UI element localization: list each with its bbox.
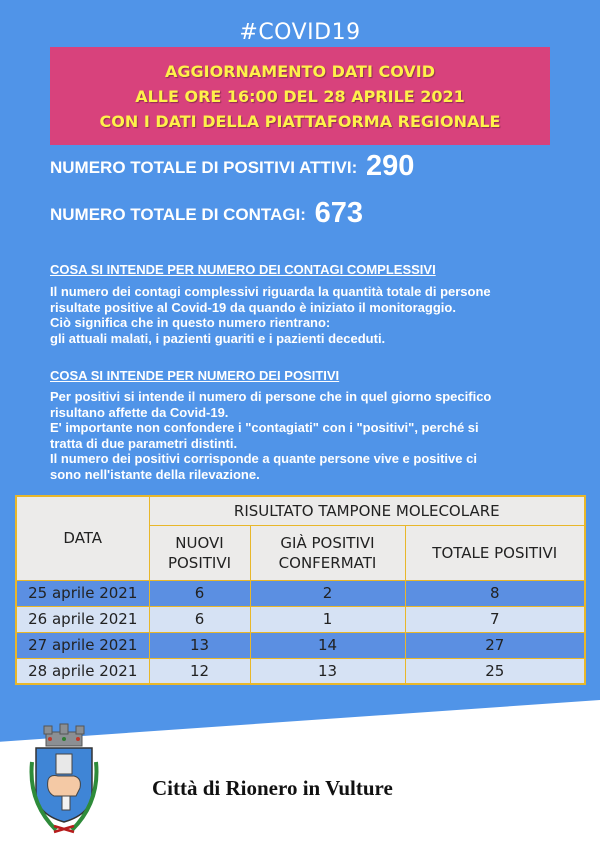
contagi-section-title: COSA SI INTENDE PER NUMERO DEI CONTAGI COMPLESSIVI xyxy=(50,262,436,277)
paragraph-line: tratta di due parametri distinti. xyxy=(50,435,238,451)
cell-gia: 2 xyxy=(250,580,405,606)
header-gia-line2: CONFERMATI xyxy=(278,553,377,572)
cell-gia: 14 xyxy=(250,632,405,658)
contagi-label: NUMERO TOTALE DI CONTAGI: xyxy=(50,205,306,224)
paragraph-line: Il numero dei positivi corrisponde a quante persone vive e positive ci xyxy=(50,451,477,466)
banner-line-3: CON I DATI DELLA PIATTAFORMA REGIONALE xyxy=(99,111,501,131)
paragraph-line: Ciò significa che in questo numero rientrano: xyxy=(50,315,331,330)
positivi-section-body xyxy=(50,389,570,482)
contagi-stat xyxy=(50,197,363,230)
header-gia-line1: GIÀ POSITIVI xyxy=(280,533,375,552)
positivi-value: 290 xyxy=(366,150,415,182)
cell-totale: 7 xyxy=(405,606,585,632)
cell-totale: 27 xyxy=(405,632,585,658)
header-data: DATA xyxy=(16,496,149,580)
header-gia xyxy=(250,525,405,580)
table-row xyxy=(16,606,585,632)
update-banner xyxy=(50,47,550,145)
banner-line-2: ALLE ORE 16:00 DEL 28 APRILE 2021 xyxy=(135,86,465,106)
paragraph-line: Il numero dei contagi complessivi riguarda la quantità totale di persone xyxy=(50,284,491,299)
cell-totale: 8 xyxy=(405,580,585,606)
cell-nuovi: 6 xyxy=(149,606,250,632)
paragraph-line: Per positivi si intende il numero di persone che in quel giorno specifico xyxy=(50,389,492,404)
cell-nuovi: 13 xyxy=(149,632,250,658)
positivi-section-title: COSA SI INTENDE PER NUMERO DEI POSITIVI xyxy=(50,368,340,383)
paragraph-line: risultate positive al Covid-19 da quando è iniziato il monitoraggio. xyxy=(50,299,456,315)
positivi-label: NUMERO TOTALE DI POSITIVI ATTIVI: xyxy=(50,158,358,177)
header-nuovi-line1: NUOVI xyxy=(175,533,224,552)
table-row xyxy=(16,632,585,658)
table-row xyxy=(16,580,585,606)
cell-nuovi: 6 xyxy=(149,580,250,606)
city-crest-icon xyxy=(26,722,102,836)
cell-date: 26 aprile 2021 xyxy=(16,606,149,632)
cell-date: 28 aprile 2021 xyxy=(16,658,149,684)
cell-gia: 1 xyxy=(250,606,405,632)
cell-totale: 25 xyxy=(405,658,585,684)
cell-nuovi: 12 xyxy=(149,658,250,684)
paragraph-line: sono nell'istante della rilevazione. xyxy=(50,466,260,482)
results-table xyxy=(15,495,586,685)
paragraph-line: E' importante non confondere i "contagiati" con i "positivi", perché si xyxy=(50,420,479,435)
cell-date: 27 aprile 2021 xyxy=(16,632,149,658)
header-totale: TOTALE POSITIVI xyxy=(405,525,585,580)
header-result-group: RISULTATO TAMPONE MOLECOLARE xyxy=(149,496,585,525)
cell-gia: 13 xyxy=(250,658,405,684)
paragraph-line: gli attuali malati, i pazienti guariti e i pazienti deceduti. xyxy=(50,330,386,346)
table-row xyxy=(16,658,585,684)
contagi-section-body xyxy=(50,284,570,346)
header-nuovi-line2: POSITIVI xyxy=(167,553,232,572)
banner-line-1: AGGIORNAMENTO DATI COVID xyxy=(164,61,435,81)
hashtag-title: #COVID19 xyxy=(239,20,361,45)
positivi-stat xyxy=(50,150,414,183)
header-nuovi xyxy=(149,525,250,580)
city-name: Città di Rionero in Vulture xyxy=(152,776,393,800)
cell-date: 25 aprile 2021 xyxy=(16,580,149,606)
paragraph-line: risultano affette da Covid-19. xyxy=(50,404,229,420)
contagi-value: 673 xyxy=(314,197,364,229)
